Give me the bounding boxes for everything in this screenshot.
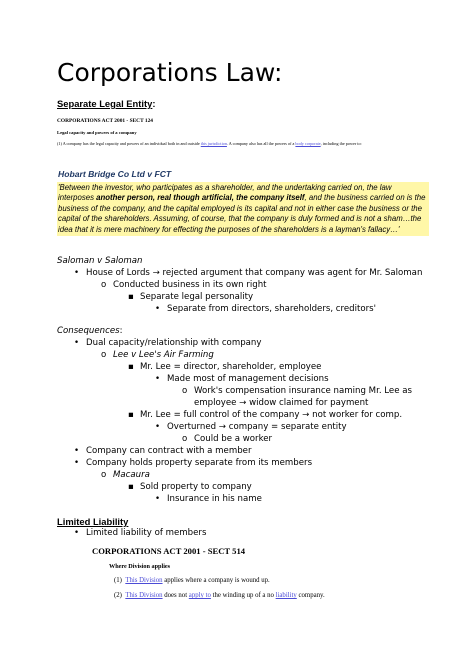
para-text: , including the power to: xyxy=(320,141,362,146)
bullet-icon: ▪ xyxy=(128,292,134,302)
list-item xyxy=(128,410,402,421)
list-item-text: Work's compensation insurance naming Mr. Lee as xyxy=(194,386,412,396)
list-item-continuation: employee → widow claimed for payment xyxy=(194,398,369,408)
list-item xyxy=(101,280,267,291)
quote-text: 'Between the investor, who participates as a shareholder, and the undertaking carried on, the law interposes xyxy=(58,183,392,203)
bullet-icon: ▪ xyxy=(128,410,134,420)
bullet-icon: o xyxy=(101,280,107,290)
list-item-text: Sold property to company xyxy=(140,482,252,492)
bullet-icon: • xyxy=(74,268,80,278)
division-item-2 xyxy=(114,592,325,599)
para-text: (1) A company has the legal capacity and powers of an individual both in and outside xyxy=(57,141,201,146)
bullet-icon: • xyxy=(155,304,161,314)
link-liability[interactable]: liability xyxy=(275,592,297,599)
list-item-text: Made most of management decisions xyxy=(167,374,329,384)
link-this-division[interactable]: This Division xyxy=(125,592,163,599)
heading-separate-legal-entity xyxy=(57,98,155,109)
item-text: does not xyxy=(162,592,189,599)
list-item xyxy=(128,362,321,373)
para-text: . A company also has all the powers of a xyxy=(226,141,296,146)
list-item-text: Mr. Lee = full control of the company → not worker for comp. xyxy=(140,410,403,420)
item-text: applies where a company is wound up. xyxy=(162,577,270,584)
bullet-icon: o xyxy=(182,386,188,396)
consequences-text: Consequences xyxy=(57,326,120,336)
list-item xyxy=(128,292,253,303)
list-item xyxy=(74,458,312,469)
item-number: (1) xyxy=(114,577,122,584)
consequences-colon: : xyxy=(119,326,123,336)
list-item-text: Overturned → company = separate entity xyxy=(167,422,347,432)
list-item-text: Company holds property separate from its members xyxy=(86,458,313,468)
bullet-icon: ▪ xyxy=(128,362,134,372)
list-item-text: Conducted business in its own right xyxy=(113,280,267,290)
case-lee-v-lee: Lee v Lee's Air Farming xyxy=(113,350,214,360)
quote-text: , and the business carried on is the business of the company, and the capital employed is its capital and not in either case the business or the capital of the shareholders. Assuming, of course, that the company is duly formed and is not a sham…the idea that it is mere machinery for effecting the purposes of the shareholders is a layman's fallacy…' xyxy=(58,193,426,234)
list-item xyxy=(74,446,251,457)
case-macaura: Macaura xyxy=(113,470,150,480)
bullet-icon: o xyxy=(101,470,107,480)
bullet-icon: • xyxy=(155,422,161,432)
list-item-text: Separate from directors, shareholders, creditors' xyxy=(167,304,377,314)
list-item xyxy=(74,528,206,539)
heading-limited-liability: Limited Liability xyxy=(57,516,129,527)
legal-capacity-heading: Legal capacity and powers of a company xyxy=(57,130,137,135)
section-124-paragraph xyxy=(57,141,474,146)
bullet-icon: o xyxy=(182,434,188,444)
link-body-corporate[interactable]: body corporate xyxy=(295,141,321,146)
list-item-text: Limited liability of members xyxy=(86,528,207,538)
item-number: (2) xyxy=(114,592,122,599)
list-item xyxy=(128,482,252,493)
list-item-text: Separate legal personality xyxy=(140,292,254,302)
heading-text: Separate Legal Entity xyxy=(57,98,153,109)
highlighted-quote xyxy=(57,182,429,236)
case-heading-hobart-bridge: Hobart Bridge Co Ltd v FCT xyxy=(58,169,172,179)
bullet-icon: • xyxy=(74,528,80,538)
list-item xyxy=(155,422,347,433)
list-item-text: Mr. Lee = director, shareholder, employee xyxy=(140,362,322,372)
list-item-text: Dual capacity/relationship with company xyxy=(86,338,262,348)
list-item xyxy=(74,338,261,349)
heading-colon: : xyxy=(152,98,156,109)
bullet-icon: • xyxy=(74,458,80,468)
where-division-applies-heading: Where Division applies xyxy=(109,563,171,570)
bullet-icon: • xyxy=(74,338,80,348)
list-item xyxy=(155,374,329,385)
list-item xyxy=(101,470,150,481)
list-item-text: Insurance in his name xyxy=(167,494,262,504)
division-item-1 xyxy=(114,577,270,584)
bullet-icon: o xyxy=(101,350,107,360)
list-item xyxy=(101,350,214,361)
item-text: the winding up of a no xyxy=(210,592,276,599)
act-514-heading: CORPORATIONS ACT 2001 - SECT 514 xyxy=(92,546,246,556)
item-text: company. xyxy=(296,592,325,599)
link-this-jurisdiction[interactable]: this jurisdiction xyxy=(200,141,227,146)
list-item xyxy=(182,386,412,397)
list-item-text: Company can contract with a member xyxy=(86,446,252,456)
act-124-heading: CORPORATIONS ACT 2001 - SECT 124 xyxy=(57,118,153,124)
bullet-icon: • xyxy=(74,446,80,456)
case-saloman: Saloman v Saloman xyxy=(57,256,143,266)
bullet-icon: ▪ xyxy=(128,482,134,492)
list-item xyxy=(155,494,262,505)
bullet-icon: • xyxy=(155,494,161,504)
consequences-heading xyxy=(57,326,123,337)
list-item-text: House of Lords → rejected argument that company was agent for Mr. Saloman xyxy=(86,268,423,278)
link-this-division[interactable]: This Division xyxy=(125,577,163,584)
list-item xyxy=(182,434,272,445)
list-item-text: Could be a worker xyxy=(194,434,273,444)
bullet-icon: • xyxy=(155,374,161,384)
list-item xyxy=(74,268,422,279)
list-item xyxy=(155,304,376,315)
quote-bold-text: another person, real though artificial, the company itself xyxy=(96,193,305,203)
page-title: Corporations Law: xyxy=(57,58,283,87)
link-apply-to[interactable]: apply to xyxy=(188,592,211,599)
